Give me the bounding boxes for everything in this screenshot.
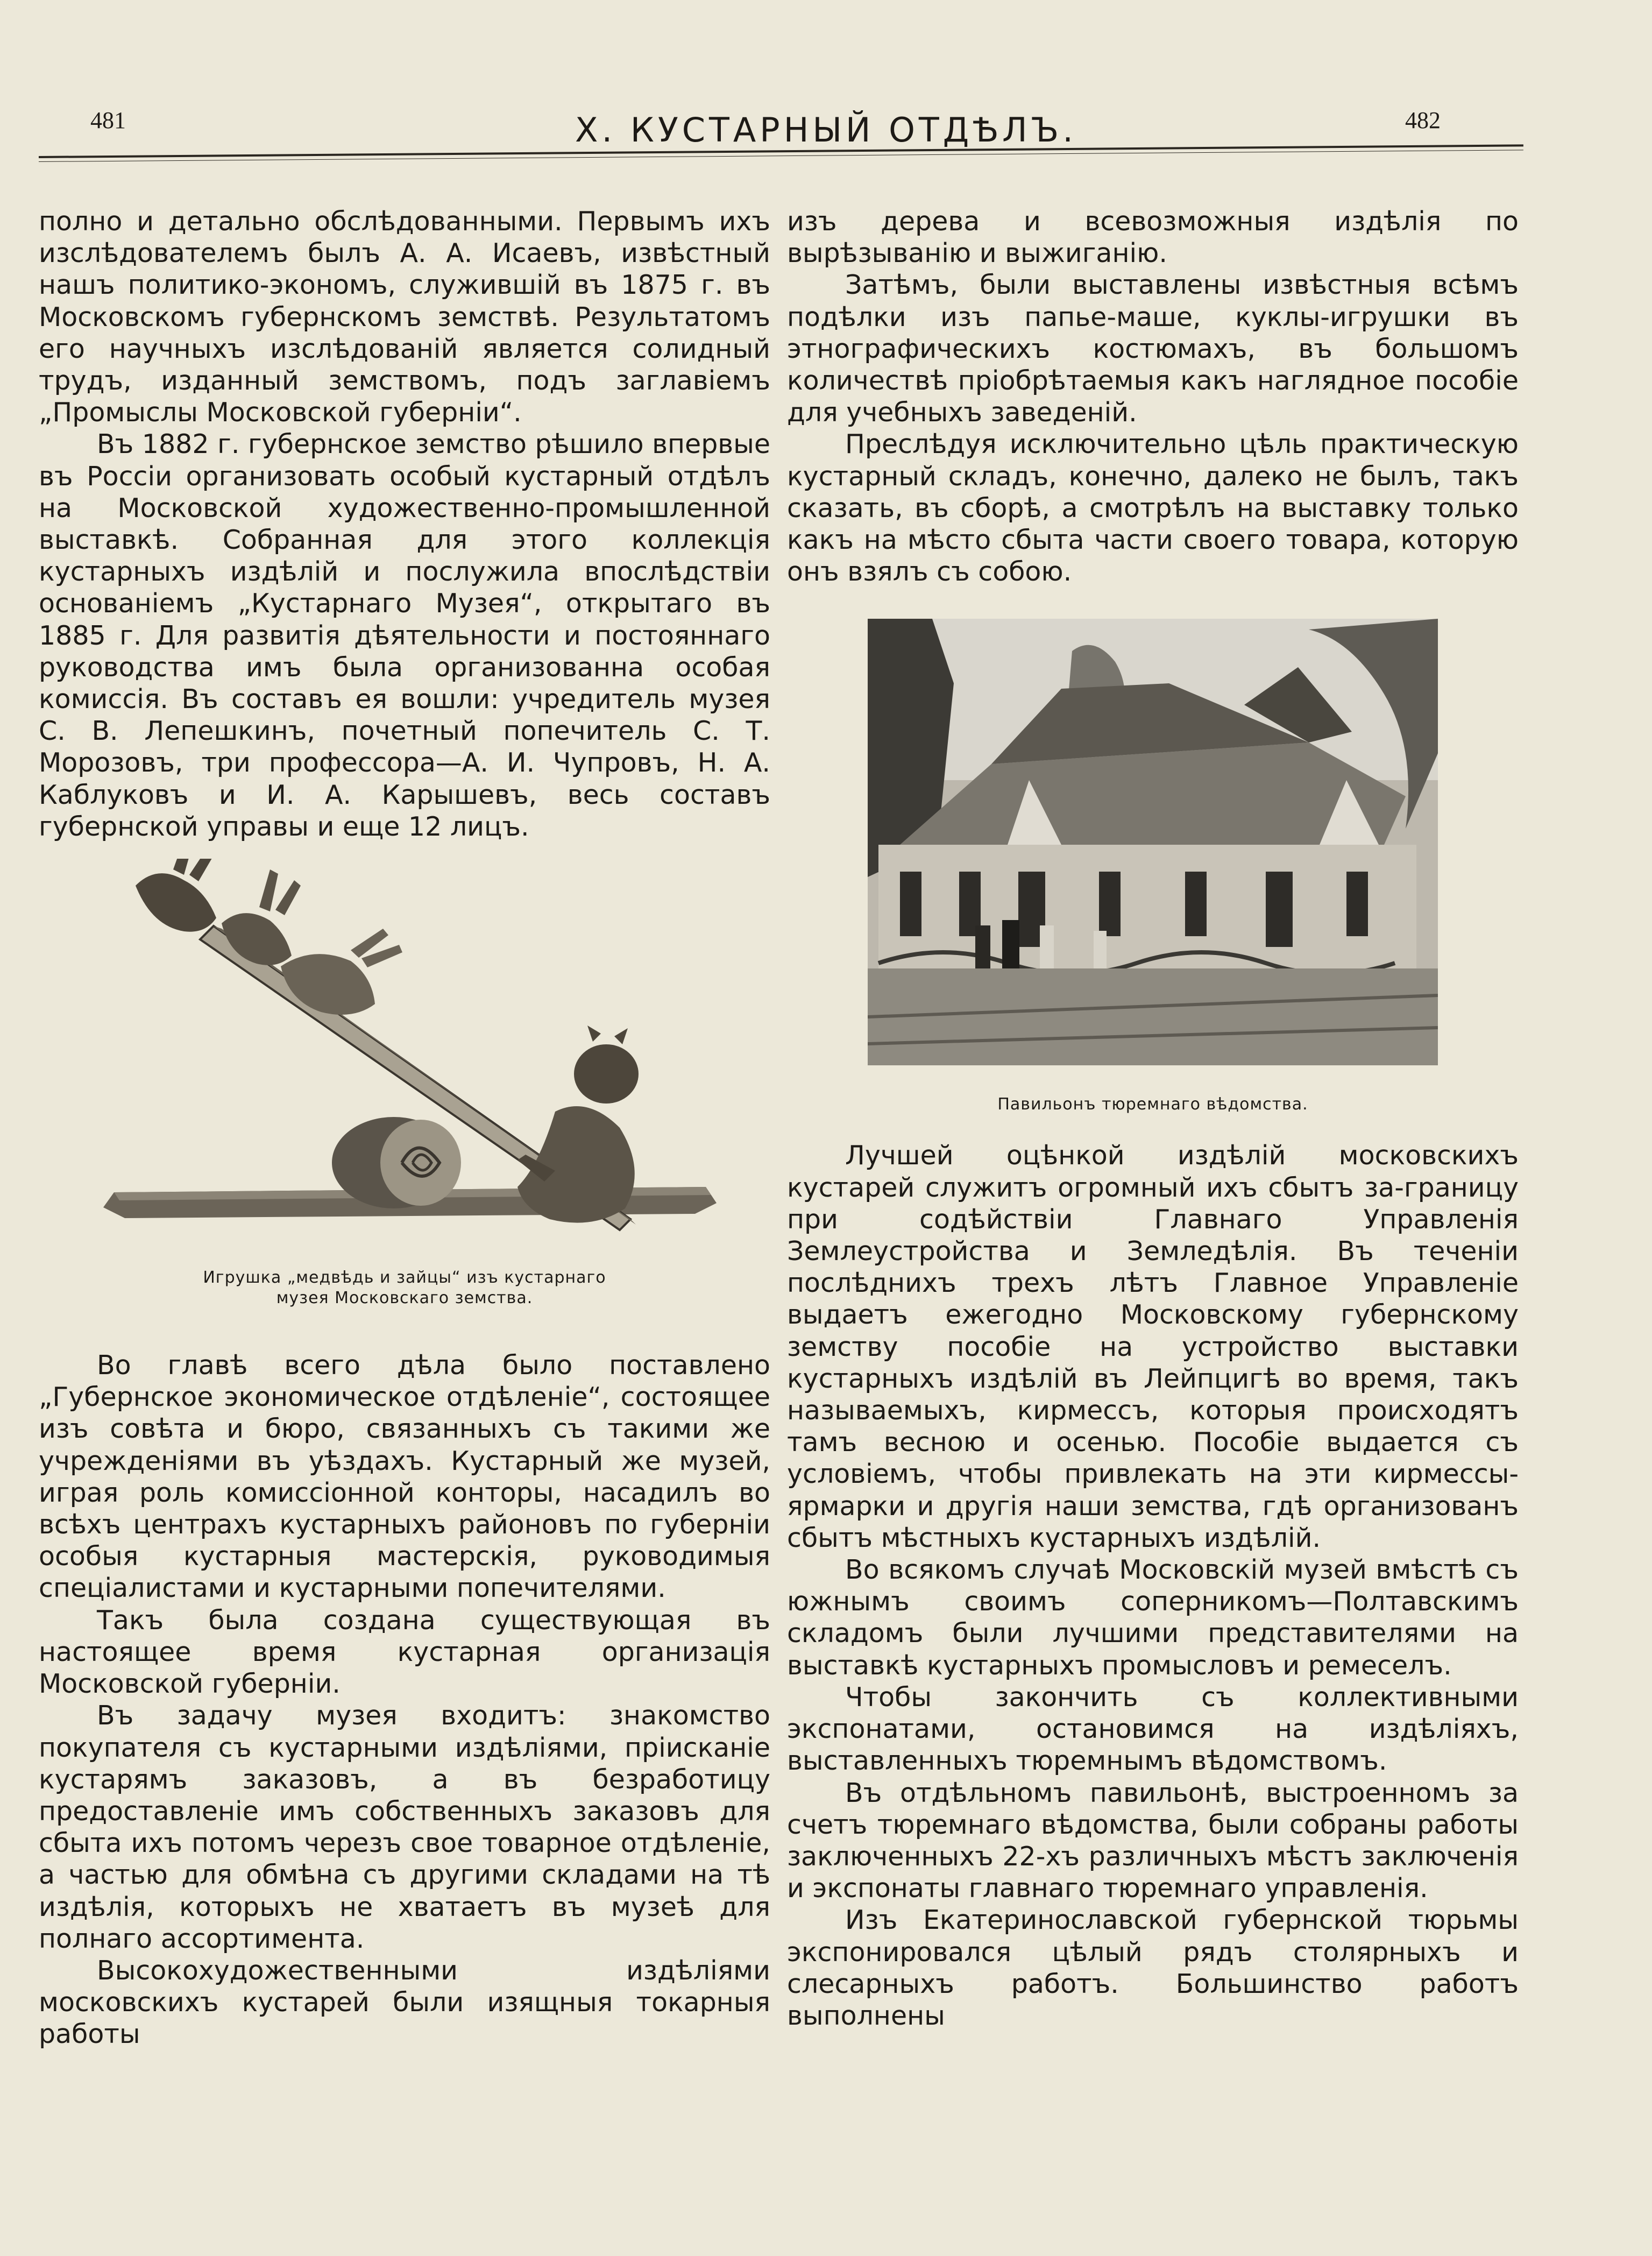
toy-caption-line-2: музея Московскаго земства. (276, 1289, 533, 1308)
toy-caption-line-1: Игрушка „медвѣдь и зайцы“ изъ кустарнаго (203, 1268, 606, 1288)
right-paragraph-6: Чтобы закончить съ коллективными экспонатами, остановимся на издѣліяхъ, выставленныхъ тюремнымъ вѣдомствомъ. (787, 1681, 1519, 1777)
page-number-right: 482 (1405, 107, 1441, 133)
left-paragraph-3: Во главѣ всего дѣла было поставлено „Губернское экономическое отдѣленіе“, состоящее изъ совѣта и бюро, связанныхъ съ такими же учрежденіями въ уѣздахъ. Кустарный же музей, играя роль комиссіонной конторы, насадилъ во всѣхъ центрахъ кустарныхъ районовъ по губерніи особыя кустарныя мастерскія, руководимыя спеціалистами и кустарными попечителями. (39, 1350, 770, 1604)
left-paragraph-2: Въ 1882 г. губернское земство рѣшило впервые въ Россіи организовать особый кустарный отдѣлъ на Московской художественно-промышленной выставкѣ. Собранная для этого коллекція кустарныхъ издѣлій и послужила впослѣдствіи основаніемъ „Кустарнаго Музея“, открытаго въ 1885 г. Для развитія дѣятельности и постояннаго руководства имъ была организованна особая комиссія. Въ составъ ея вошли: учредитель музея С. В. Лепешкинъ, почетный попечитель С. Т. Морозовъ, три профессора—А. И. Чупровъ, Н. А. Каблуковъ и И. А. Карышевъ, весь составъ губернской управы и еще 12 лицъ. (39, 429, 771, 842)
pavilion-figure (787, 619, 1519, 1115)
bear-and-hares-toy-illustration (93, 859, 717, 1268)
right-paragraph-8: Изъ Екатеринославской губернской тюрьмы экспонировался цѣлый рядъ столярныхъ и слесарныхъ работъ. Большинство работъ выполнены (787, 1905, 1519, 2031)
left-paragraph-4: Такъ была создана существующая въ настоящее время кустарная организація Московской губерніи. (39, 1604, 770, 1700)
right-paragraph-3: Преслѣдуя исключительно цѣль практическую кустарный складъ, конечно, далеко не былъ, такъ сказать, въ сборѣ, а смотрѣлъ на выставку только какъ на мѣсто сбыта части своего товара, которую онъ взялъ съ собою. (787, 429, 1519, 588)
left-paragraph-1: полно и детально обслѣдованными. Первымъ ихъ изслѣдователемъ былъ А. А. Исаевъ, извѣстный нашъ политико-экономъ, служившій въ 1875 г. въ Московскомъ губернскомъ земствѣ. Результатомъ его научныхъ изслѣдованій является солидный трудъ, изданный земствомъ, подъ заглавіемъ „Промыслы Московской губерніи“. (39, 206, 770, 428)
toy-figure (39, 859, 770, 1309)
running-title: X. КУСТАРНЫЙ ОТДѢЛЪ. (575, 110, 1077, 150)
right-paragraph-1: изъ дерева и всевозможныя издѣлія по вырѣзыванію и выжиганію. (787, 206, 1519, 269)
left-paragraph-5: Въ задачу музея входитъ: знакомство покупателя съ кустарными издѣліями, пріисканіе кустарямъ заказовъ, а въ безработицу предоставленіе имъ собственныхъ заказовъ для сбыта ихъ потомъ черезъ свое товарное отдѣленіе, а частью для обмѣна съ другими складами на тѣ издѣлія, которыхъ не хватаетъ въ музеѣ для полнаго ассортимента. (39, 1700, 770, 1954)
right-column (787, 206, 1519, 2032)
right-paragraph-5: Во всякомъ случаѣ Московскій музей вмѣстѣ съ южнымъ своимъ соперникомъ—Полтавскимъ складомъ были лучшими представителями на выставкѣ кустарныхъ промысловъ и ремеселъ. (787, 1554, 1519, 1681)
left-paragraph-6: Высокохудожественными издѣліями московскихъ кустарей были изящныя токарныя работы (39, 1955, 770, 2050)
left-column (39, 206, 770, 2050)
right-paragraph-2: Затѣмъ, были выставлены извѣстныя всѣмъ подѣлки изъ папье-маше, куклы-игрушки въ этнографическихъ костюмахъ, въ большомъ количествѣ пріобрѣтаемыя какъ наглядное пособіе для учебныхъ заведеній. (787, 270, 1519, 428)
page-number-left: 481 (90, 107, 126, 133)
right-paragraph-7: Въ отдѣльномъ павильонѣ, выстроенномъ за счетъ тюремнаго вѣдомства, были собраны работы заключенныхъ 22-хъ различныхъ мѣстъ заключенія и экспонаты главнаго тюремнаго управленія. (787, 1777, 1519, 1904)
right-paragraph-4: Лучшей оцѣнкой издѣлій московскихъ кустарей служитъ огромный ихъ сбытъ за-границу при содѣйствіи Главнаго Управленія Землеустройства и Земледѣлія. Въ теченіи послѣднихъ трехъ лѣтъ Главное Управленіе выдаетъ ежегодно Московскому губернскому земству пособіе на устройство выставки кустарныхъ издѣлій въ Лейпцигѣ во время, такъ называемыхъ, кирмессъ, которыя происходятъ тамъ весною и осенью. Пособіе выдается съ условіемъ, чтобы привлекать на эти кирмессы-ярмарки и другія наши земства, гдѣ организованъ сбытъ мѣстныхъ кустарныхъ издѣлій. (787, 1140, 1519, 1553)
pavilion-caption: Павильонъ тюремнаго вѣдомства. (997, 1095, 1308, 1114)
pavilion-photograph (868, 619, 1438, 1065)
